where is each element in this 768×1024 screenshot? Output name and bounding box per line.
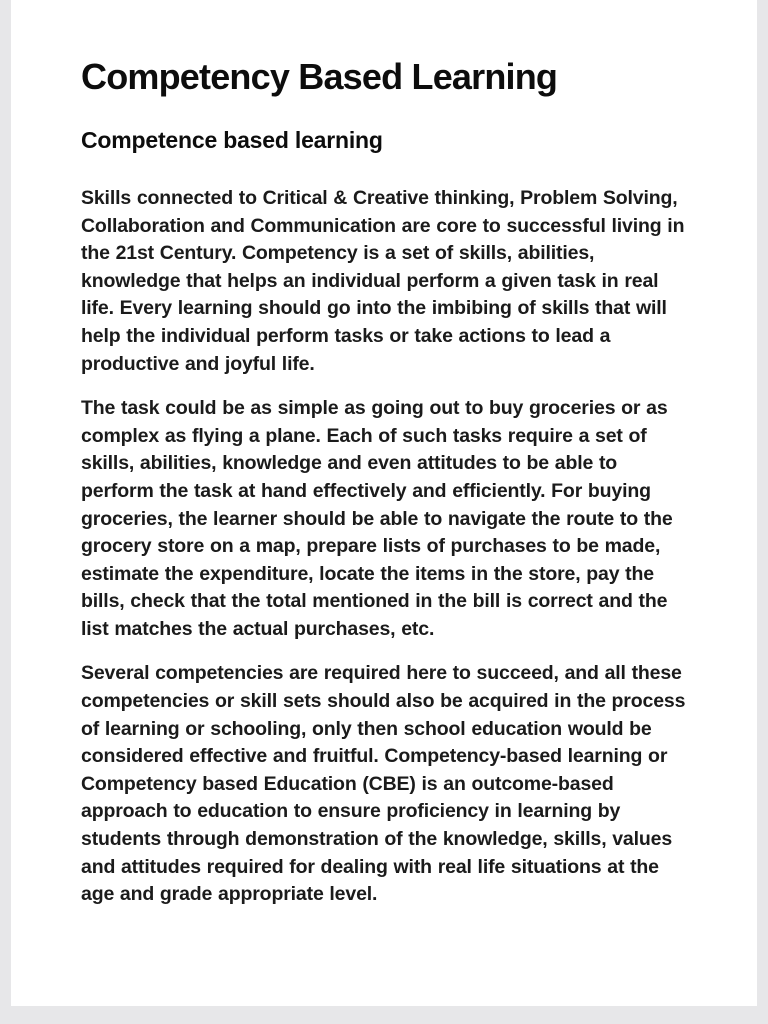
paragraph: Several competencies are required here to succeed, and all these competencies or skill sets should also be acquired in the process of learning or schooling, only then school education would be considered effective and fruitful. Competency-based learning or Competency based Education (CBE) is an outcome-based approach to education to ensure proficiency in learning by students through demonstration of the knowledge, skills, values and attitudes required for dealing with real life situations at the age and grade appropriate level.: [81, 662, 686, 906]
paragraph: The task could be as simple as going out to buy groceries or as complex as flying a plane. Each of such tasks require a set of skills, abilities, knowledge and even attitudes to be able to perform the task at hand effectively and efficiently. For buying groceries, the learner should be able to navigate the route to the grocery store on a map, prepare lists of purchases to be made, estimate the expenditure, locate the items in the store, pay the bills, check that the total mentioned in the bill is correct and the list matches the actual purchases, etc.: [81, 397, 673, 640]
document-page: [11, 0, 757, 1006]
section-heading: Competence based learning: [81, 127, 383, 154]
paragraph: Skills connected to Critical & Creative thinking, Problem Solving, Collaboration and Communication are core to successful living in the 21st Century. Competency is a set of skills, abilities, knowledge that helps an individual perform a given task in real life. Every learning should go into the imbibing of skills that will help the individual perform tasks or take actions to lead a productive and joyful life.: [81, 186, 685, 375]
page-title: Competency Based Learning: [81, 56, 558, 97]
